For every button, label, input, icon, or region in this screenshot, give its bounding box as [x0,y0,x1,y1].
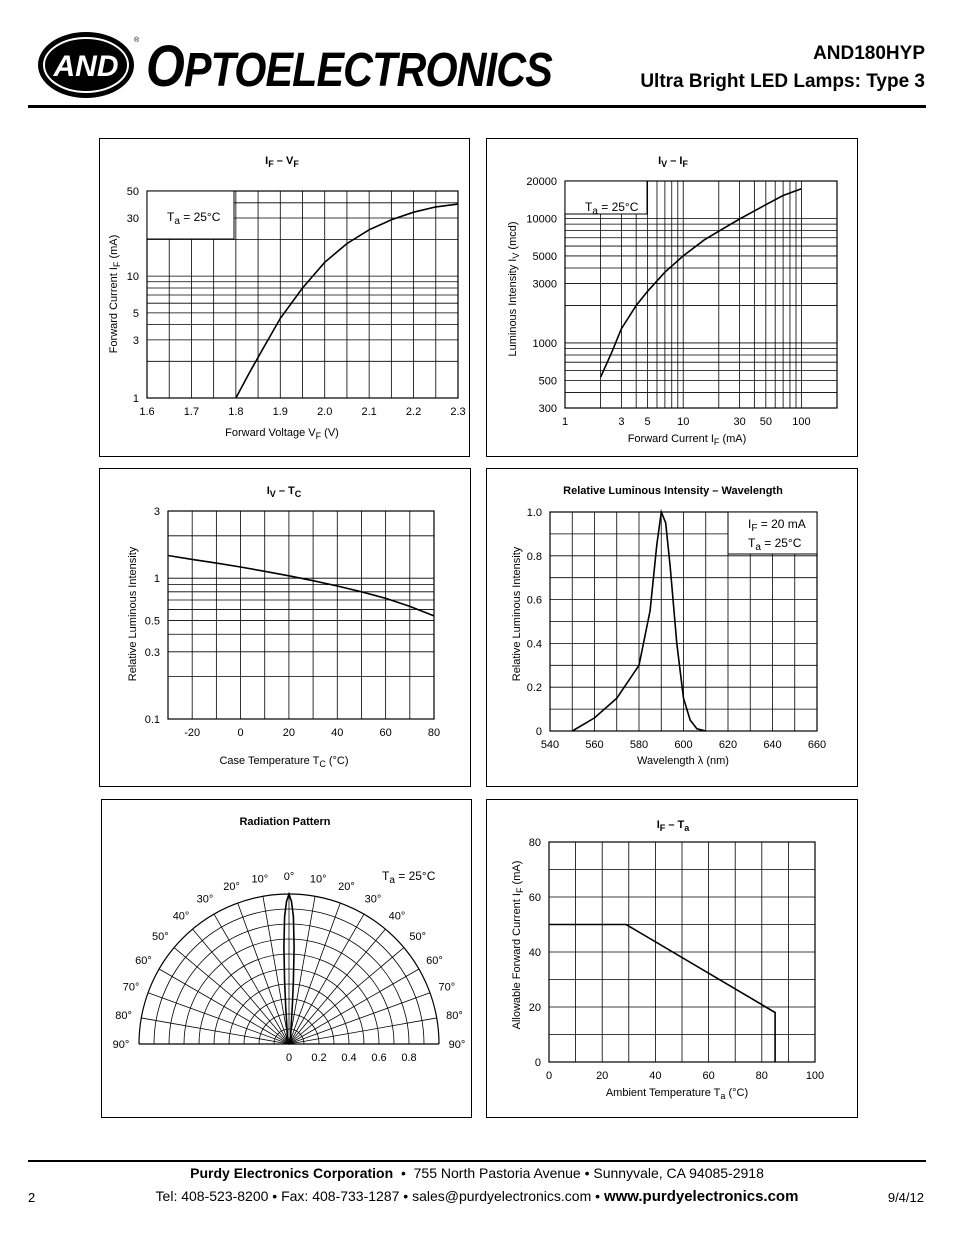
chart-iv-if [487,139,857,456]
x-tick-label: 20 [596,1070,609,1082]
radial-tick-label: 0.8 [401,1052,417,1064]
chart-wavelength [487,469,857,786]
y-tick-label: 0.5 [144,615,160,628]
y-tick-label: 5 [132,307,139,320]
angle-label: 30° [196,893,214,906]
footer-address-line: Purdy Electronics Corporation • 755 North Pastoria Avenue • Sunnyvale, CA 94085-2918 [190,1165,764,1181]
y-tick-label: 1 [153,573,160,586]
x-tick-label: 620 [718,739,738,751]
chart-title: $I_V - I_F$ [658,155,688,169]
y-axis-label: Forward Current $I_F$ (mA) [108,234,122,354]
x-tick-label: 1.8 [228,406,244,418]
chart-panel-iv-tc [99,468,471,787]
x-tick-label: 30 [733,416,746,428]
y-axis-label: Luminous Intensity $I_V$ (mcd) [507,221,521,357]
y-tick-label: 20 [528,1002,541,1014]
y-tick-label: 500 [538,375,557,388]
x-tick-label: 2.1 [361,406,377,418]
revision-date: 9/4/12 [887,1190,924,1205]
x-tick-label: 600 [674,739,693,751]
y-tick-label: 10 [126,271,139,284]
x-tick-label: 60 [702,1070,715,1082]
angle-label: 10° [251,873,269,886]
y-axis-label: Relative Luminous Intensity [511,546,523,682]
x-tick-label: 40 [649,1070,662,1082]
logo-text: AND [53,50,119,83]
chart-title: Relative Luminous Intensity – Wavelength [563,485,783,497]
x-tick-label: 2.2 [405,406,422,418]
angle-label: 70° [438,981,456,994]
radial-tick-label: 0.4 [341,1052,357,1064]
chart-panel-if-ta [486,799,858,1118]
x-tick-label: 540 [540,739,560,751]
page-number: 2 [28,1190,36,1205]
angle-label: 50° [151,931,169,944]
y-axis-label: Relative Luminous Intensity [127,546,139,682]
page-header [0,0,954,110]
x-tick-label: 1.7 [183,406,200,418]
y-tick-label: 30 [126,213,139,226]
model-number: AND180HYP [813,43,925,64]
company-website-link[interactable]: www.purdyelectronics.com [603,1188,799,1205]
x-tick-label: 5 [644,416,651,428]
header-rule [28,105,926,108]
y-tick-label: 300 [538,403,557,415]
x-tick-label: 1.6 [139,406,155,418]
angle-label: 90° [448,1039,466,1051]
x-tick-label: 1.9 [272,406,288,418]
x-tick-label: 10 [677,416,690,428]
x-tick-label: 2.0 [317,406,333,418]
y-tick-label: 3 [132,334,139,347]
x-tick-label: 40 [331,727,344,739]
x-tick-label: 80 [427,727,441,739]
x-axis-label: Case Temperature $T_C$ (°C) [219,755,349,769]
y-tick-label: 80 [528,837,541,849]
y-tick-label: 40 [528,947,541,959]
plot-frame [168,511,434,719]
radial-tick-label: 0.6 [371,1052,387,1064]
product-subtitle: Ultra Bright LED Lamps: Type 3 [640,71,925,92]
company-contact: Tel: 408-523-8200 • Fax: 408-733-1287 • sales@purdyelectronics.com • [155,1188,601,1204]
y-tick-label: 50 [126,186,139,198]
y-tick-label: 0 [534,1057,541,1069]
angle-label: 60° [426,955,443,967]
chart-title: $I_F - T_a$ [656,819,690,833]
y-tick-label: 0 [535,726,542,738]
x-tick-label: -20 [184,727,201,739]
company-address: 755 North Pastoria Avenue • Sunnyvale, CA 94085-2918 [413,1165,764,1181]
and-logo [36,30,140,100]
x-axis-label: Ambient Temperature $T_a$ (°C) [605,1087,749,1101]
chart-if-vf [100,139,469,456]
x-tick-label: 3 [618,416,625,428]
angle-label: 60° [135,955,152,967]
y-tick-label: 0.2 [526,682,542,695]
x-axis-label: Forward Current $I_F$ (mA) [627,433,747,447]
angle-label: 70° [122,981,140,994]
registered-mark: ® [134,37,140,44]
y-tick-label: 3000 [532,278,557,291]
chart-radiation-pattern [102,800,471,1117]
x-axis-label: Wavelength λ (nm) [637,755,729,767]
y-tick-label: 60 [528,892,541,904]
x-tick-label: 80 [755,1070,768,1082]
y-tick-label: 1 [132,393,139,405]
angle-label: 20° [338,881,355,894]
y-tick-label: 1.0 [526,507,542,519]
chart-panel-wavelength [486,468,858,787]
chart-title: $I_V - T_C$ [266,485,302,499]
y-tick-label: 0.8 [526,550,542,563]
x-tick-label: 640 [763,739,782,751]
brand-wordmark [146,33,552,100]
chart-if-ta [487,800,857,1117]
brand-first-letter: O [146,34,184,99]
series-line [168,556,434,616]
x-tick-label: 20 [282,727,296,739]
series-line [549,925,775,1063]
x-tick-label: 2.3 [450,406,466,418]
y-tick-label: 1000 [532,337,557,350]
chart-panel-radiation [101,799,472,1118]
x-tick-label: 50 [759,416,772,428]
y-tick-label: 5000 [532,250,557,263]
x-tick-label: 60 [379,727,392,739]
x-tick-label: 0 [545,1070,553,1082]
y-tick-label: 0.4 [526,638,542,651]
x-axis-label: Forward Voltage $V_F$ (V) [225,427,339,441]
x-tick-label: 560 [585,739,604,751]
annotation-text: $T_a = 25^\circ C$ [585,200,639,217]
angle-label: 20° [223,881,240,894]
radial-tick-label: 0 [285,1052,293,1064]
annotation-text: $T_a = 25^\circ C$ [167,210,221,227]
angle-label: 90° [112,1039,130,1051]
brand-rest: PTOELECTRONICS [183,44,552,97]
x-tick-label: 1 [561,416,569,428]
chart-panel-if-vf [99,138,470,457]
annotation-text: $T_a = 25^\circ C$ [748,536,802,553]
x-tick-label: 660 [807,739,827,751]
y-tick-label: 10000 [526,213,557,226]
footer-rule [28,1160,926,1162]
footer-contact-line [0,1188,954,1205]
angle-label: 50° [409,931,427,944]
angle-label: 30° [364,893,382,906]
y-axis-label: Allowable Forward Current $I_F$ (mA) [511,860,525,1030]
x-tick-label: 0 [237,727,244,739]
page-footer [0,1150,954,1235]
chart-title: $I_F - V_F$ [265,155,299,169]
y-tick-label: 20000 [526,176,557,188]
angle-label: 80° [446,1009,463,1022]
annotation-text: $T_a = 25^\circ C$ [382,869,436,886]
company-name: Purdy Electronics Corporation [190,1165,394,1181]
x-tick-label: 100 [805,1070,825,1082]
angle-label: 10° [309,873,327,886]
annotation-text: $I_F = 20$ mA [748,517,806,534]
chart-iv-tc [100,469,470,786]
y-tick-label: 0.6 [526,594,542,607]
y-tick-label: 0.3 [144,646,160,659]
chart-title: Radiation Pattern [239,816,331,828]
angle-label: 40° [172,910,190,923]
radial-tick-label: 0.2 [311,1052,327,1064]
x-tick-label: 100 [792,416,811,428]
y-tick-label: 0.1 [144,714,160,726]
chart-panel-iv-if [486,138,858,457]
angle-label: 0° [283,871,295,883]
angle-label: 80° [115,1009,132,1022]
angle-label: 40° [388,910,406,923]
x-tick-label: 580 [629,739,649,751]
y-tick-label: 3 [153,506,160,518]
